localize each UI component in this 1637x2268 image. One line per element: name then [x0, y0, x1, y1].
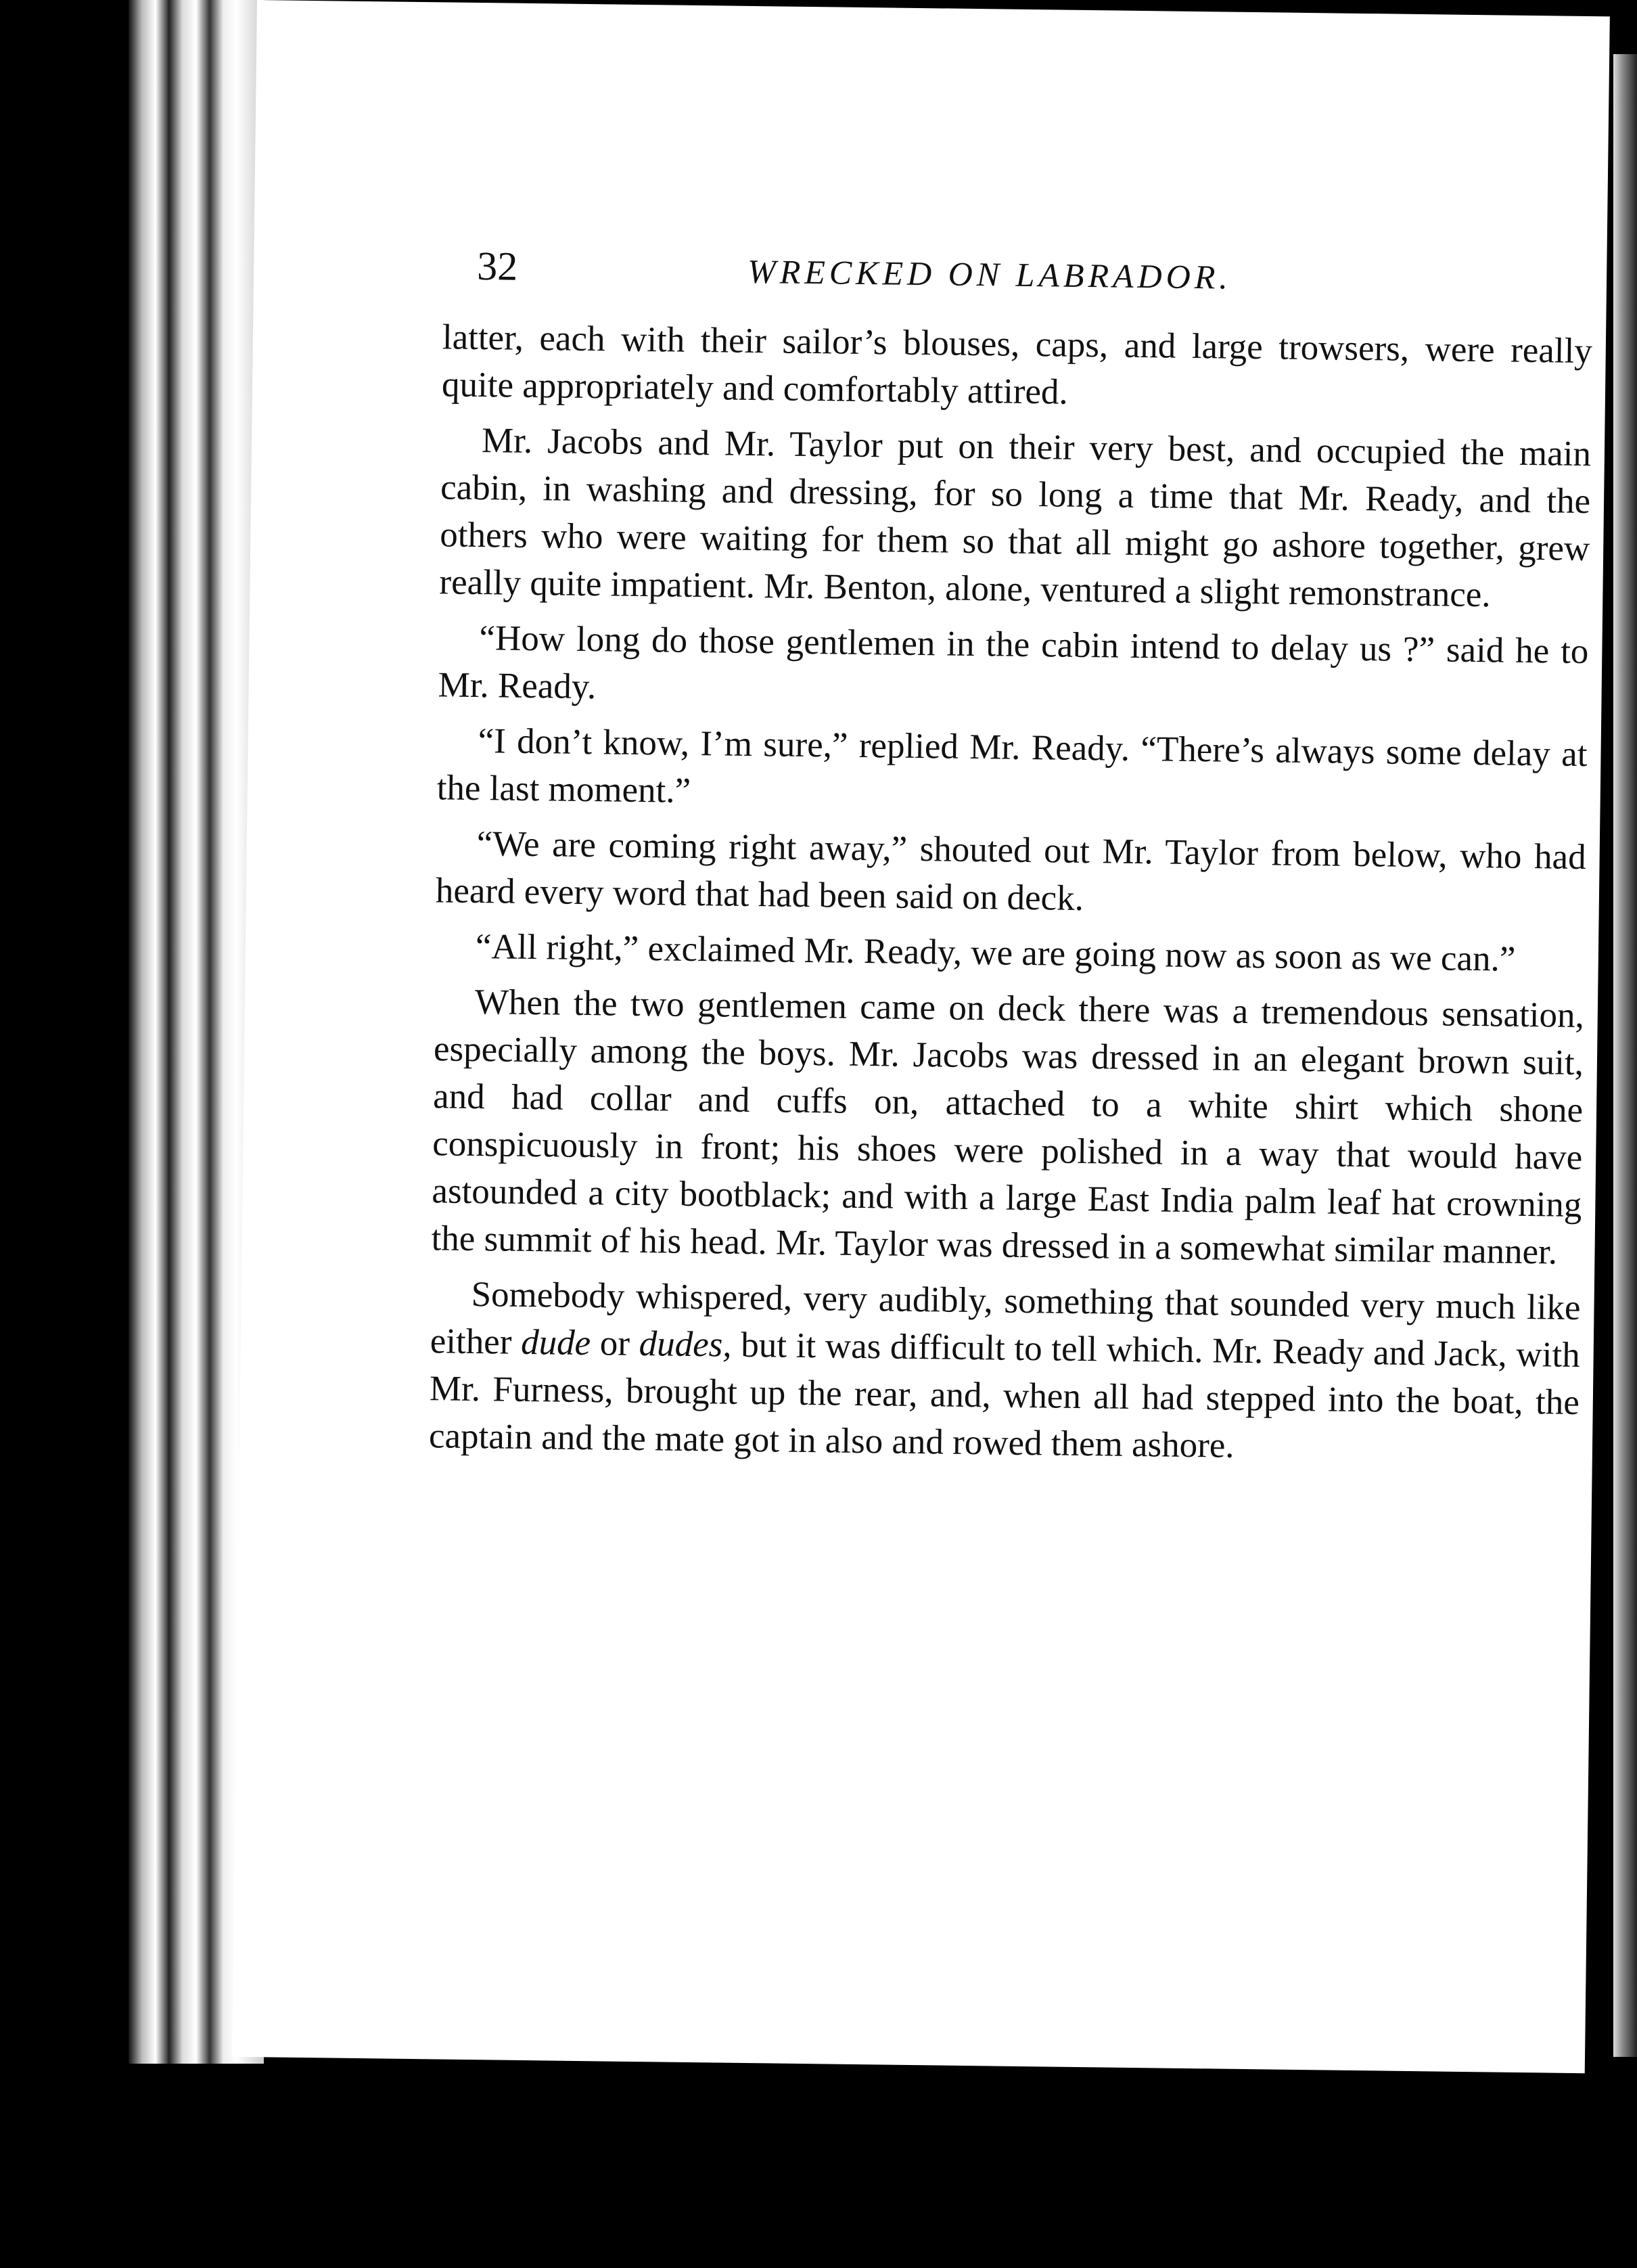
paragraph: “We are coming right away,” shouted out Mr. Taylor from below, who had heard every word that had been said on deck.	[435, 824, 1587, 919]
text-run: Somebody whispered, very audibly, something that sounded very much like either	[430, 1275, 1581, 1362]
paragraph: latter, each with their sailor’s blouses, caps, and large trowsers, were really quite appropriately and comfortably attired.	[441, 317, 1593, 412]
paragraph: “I don’t know, I’m sure,” replied Mr. Ready. “There’s always some delay at the last moment.”	[436, 721, 1588, 811]
text-run: but it was difficult to tell which. Mr. Ready and Jack, with Mr. Furness, brought up the rear, and, when all had stepped into the boat, the captain and the mate got in also and rowed them ashore.	[428, 1325, 1581, 1466]
paragraph: “All right,” exclaimed Mr. Ready, we are going now as soon as we can.”	[475, 927, 1516, 979]
body-text	[429, 313, 1593, 1482]
page-header	[477, 243, 1513, 310]
paragraph: “How long do those gentlemen in the cabin intend to delay us ?” said he to Mr. Ready.	[438, 618, 1589, 707]
text-run: or	[590, 1323, 640, 1364]
paragraph: When the two gentlemen came on deck there was a tremendous sensation, especially among the boys. Mr. Jacobs was dressed in an elegant brown suit, and had collar and cuffs on, attached to a white shirt which shone conspicuously in front; his shoes were polished in a way that would have astounded a city bootblack; and with a large East India palm leaf hat crowning the summit of his head. Mr. Taylor was dressed in a somewhat similar manner.	[431, 982, 1585, 1272]
page-right-edge	[1613, 54, 1637, 2057]
italic-word: dudes,	[639, 1324, 732, 1365]
italic-word: dude	[520, 1322, 591, 1363]
book-page	[232, 0, 1610, 2073]
page-number: 32	[476, 244, 518, 289]
paragraph	[429, 1270, 1581, 1474]
paragraph: Mr. Jacobs and Mr. Taylor put on their very best, and occupied the main cabin, in washing and dressing, for so long a time that Mr. Ready, and the others who were waiting for them so that all might go ashore together, grew really quite impatient. Mr. Benton, alone, ventured a slight remonstrance.	[439, 421, 1592, 615]
running-head: WRECKED ON LABRADOR.	[747, 252, 1232, 296]
